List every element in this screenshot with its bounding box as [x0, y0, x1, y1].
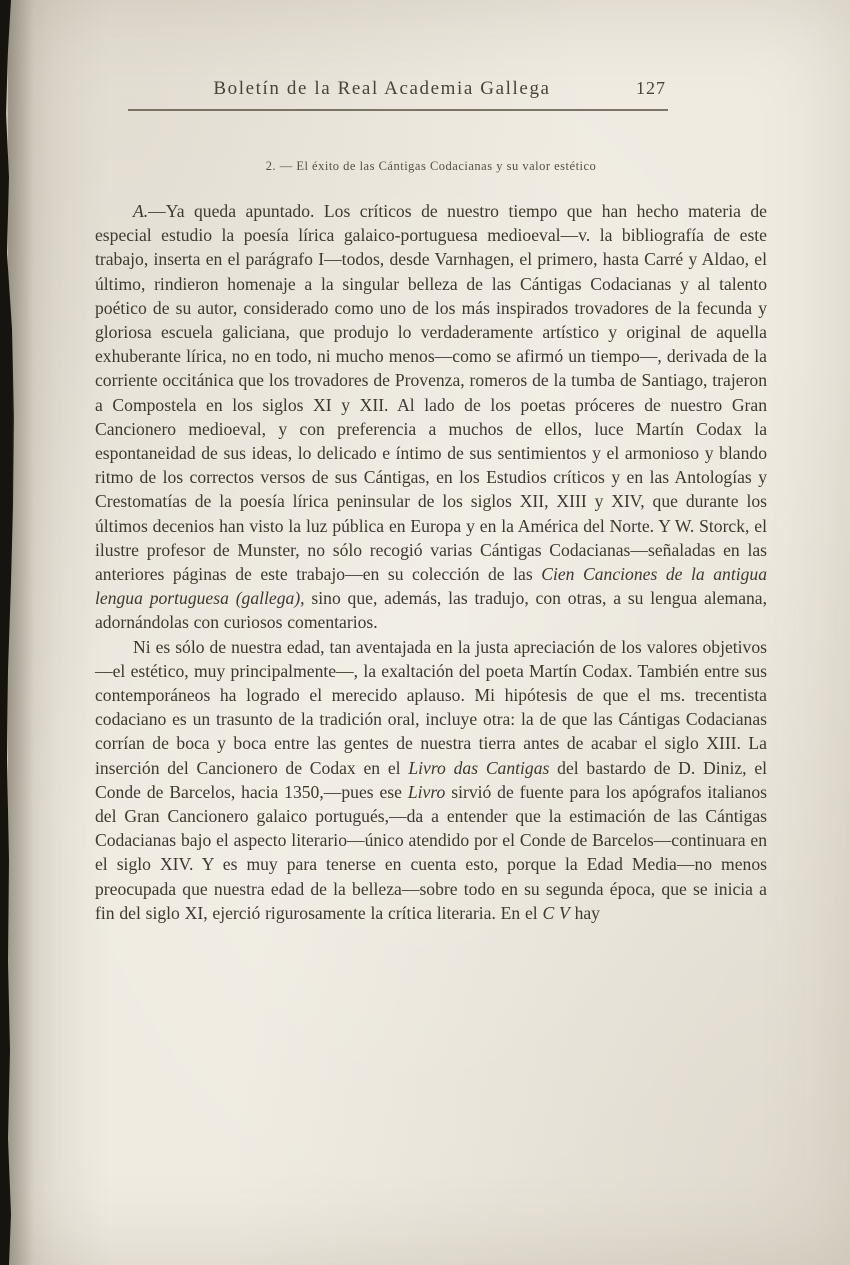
text-run: sirvió de fuente para los apógrafos italianos del Gran Cancionero galaico portugués,—da a entender que la estimación de las Cántigas Codacianas bajo el aspecto literario—único atendido por el Conde de Barcelos—continuara en el siglo XIV. Y es muy para tenerse en cuenta esto, porque la Edad Media—no menos preocupada que nuestra edad de la belleza—sobre todo en su segunda época, que se inicia a fin del siglo XI, ejerció rigurosamente la crítica literaria. En el: [95, 781, 767, 923]
text-run: —Ya queda apuntado. Los críticos de nuestro tiempo que han hecho materia de especial estudio la poesía lírica galaico-portuguesa medioeval—v. la bibliografía de este trabajo, inserta en el parágrafo I—todos, desde Varnhagen, el primero, hasta Carré y Aldao, el último, rindieron homenaje a la singular belleza de las Cántigas Codacianas y al talento poético de su autor, considerado como uno de los más inspirados trovadores de la fecunda y gloriosa escuela galiciana, que produjo lo verdaderamente artístico y original de aquella exhuberante lírica, no en todo, ni mucho menos—como se afirmó un tiempo—, derivada de la corriente occitánica que los trovadores de Provenza, romeros de la tumba de Santiago, trajeron a Compostela en los siglos XI y XII. Al lado de los poetas próceres de nuestro Gran Cancionero medioeval, y con preferencia a muchos de ellos, luce Martín Codax la espontaneidad de sus ideas, lo delicado e íntimo de sus sentimientos y el armonioso y blando ritmo de los correctos versos de sus Cántigas, en los Estudios críticos y en las Antologías y Crestomatías de la poesía lírica peninsular de los siglos XII, XIII y XIV, que durante los últimos decenios han visto la luz pública en Europa y en la América del Norte. Y W. Storck, el ilustre profesor de Munster, no sólo recogió varias Cántigas Codacianas—señaladas en las anteriores páginas de este trabajo—en su colección de las: [95, 201, 767, 585]
paragraph: [95, 199, 767, 635]
italic-text-run: Livro das Cantigas: [408, 757, 550, 778]
page-header: [128, 78, 668, 111]
section-heading: 2. — El éxito de las Cántigas Codacianas y su valor estético: [265, 159, 597, 173]
italic-text-run: A.: [133, 201, 149, 221]
paragraph: [95, 635, 767, 925]
italic-text-run: Cien Canciones de la antigua lengua portuguesa (gallega),: [95, 564, 767, 609]
text-run: Ni es sólo de nuestra edad, tan aventajada en la justa apreciación de los valores objetivos—el estético, muy principalmente—, la exaltación del poeta Martín Codax. También entre sus contemporáneos ha logrado el merecido aplauso. Mi hipótesis de que el ms. trecentista codaciano es un trasunto de la tradición oral, incluye otra: la de que las Cántigas Codacianas corrían de boca y boca entre las gentes de nuestra tierra antes de acabar el siglo XIII. La inserción del Cancionero de Codax en el: [95, 636, 767, 778]
journal-title: Boletín de la Real Academia Gallega: [213, 78, 551, 99]
binding-shadow: [8, 0, 34, 1265]
italic-text-run: C V: [542, 902, 570, 923]
page-number: 127: [636, 78, 666, 98]
text-run: del bastardo de D. Diniz, el Conde de Barcelos, hacia 1350,—pues ese: [95, 757, 768, 802]
body-text: [95, 199, 767, 925]
italic-text-run: Livro: [407, 781, 446, 802]
text-run: hay: [569, 902, 600, 923]
text-run: sino que, además, las tradujo, con otras, a su lengua alemana, adornándolas con curiosos comentarios.: [95, 588, 768, 633]
